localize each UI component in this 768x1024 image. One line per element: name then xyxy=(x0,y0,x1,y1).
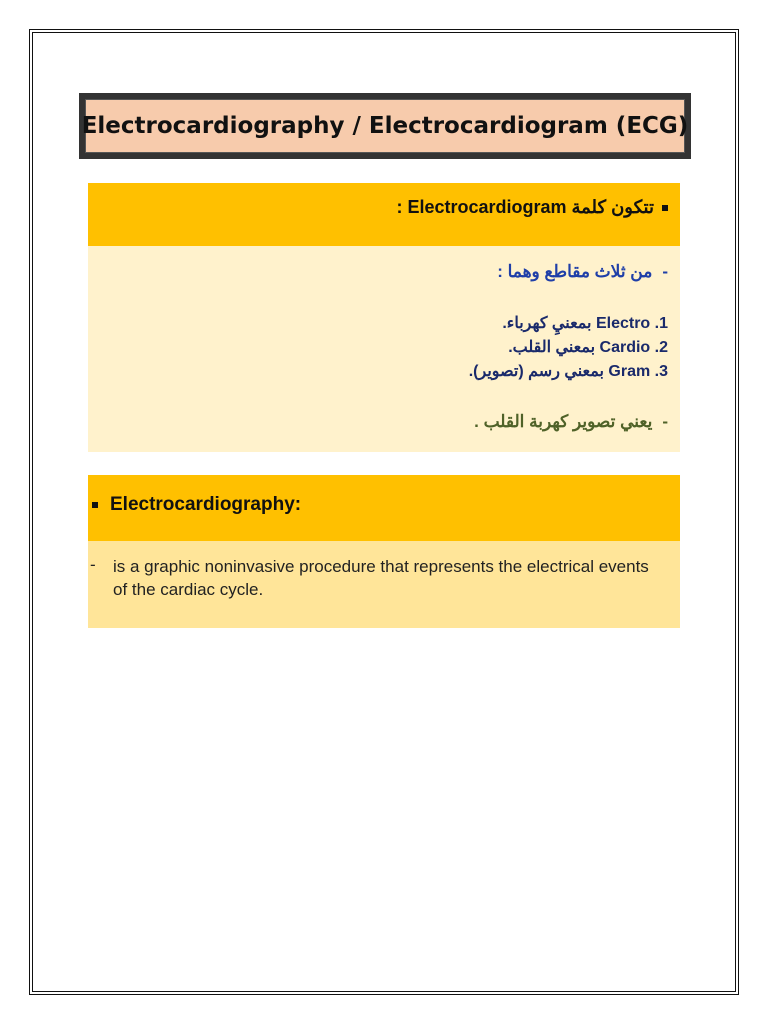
definition-section-body xyxy=(88,541,680,628)
square-bullet-icon xyxy=(662,205,668,211)
arabic-header-text: تتكون كلمة Electrocardiogram : xyxy=(396,197,654,217)
title-box xyxy=(79,93,691,159)
arabic-intro-text: من ثلاث مقاطع وهما : xyxy=(497,262,653,281)
square-bullet-icon xyxy=(92,502,98,508)
arabic-meaning-text: يعني تصوير كهربة القلب . xyxy=(474,412,653,431)
arabic-section-body xyxy=(88,246,680,452)
dash-bullet: - xyxy=(662,262,668,281)
definition-section-header xyxy=(88,475,680,541)
dash-bullet: - xyxy=(90,555,96,574)
dash-bullet: - xyxy=(662,412,668,431)
arabic-section-header xyxy=(88,183,680,246)
definition-text: is a graphic noninvasive procedure that represents the electrical events of the cardiac cycle. xyxy=(113,557,649,599)
definition-header-text: Electrocardiography: xyxy=(110,494,302,515)
list-item-electro: 1. Electro بمعنيِ كهرباء. xyxy=(502,315,668,332)
list-item-cardio: 2. Cardio بمعني القلب. xyxy=(508,339,668,356)
arabic-intro-line xyxy=(497,262,668,282)
arabic-meaning-line xyxy=(474,412,668,432)
list-item-gram: 3. Gram بمعني رسم (تصوير). xyxy=(468,363,668,380)
page-title: Electrocardiography / Electrocardiogram (ECG) xyxy=(85,99,685,153)
